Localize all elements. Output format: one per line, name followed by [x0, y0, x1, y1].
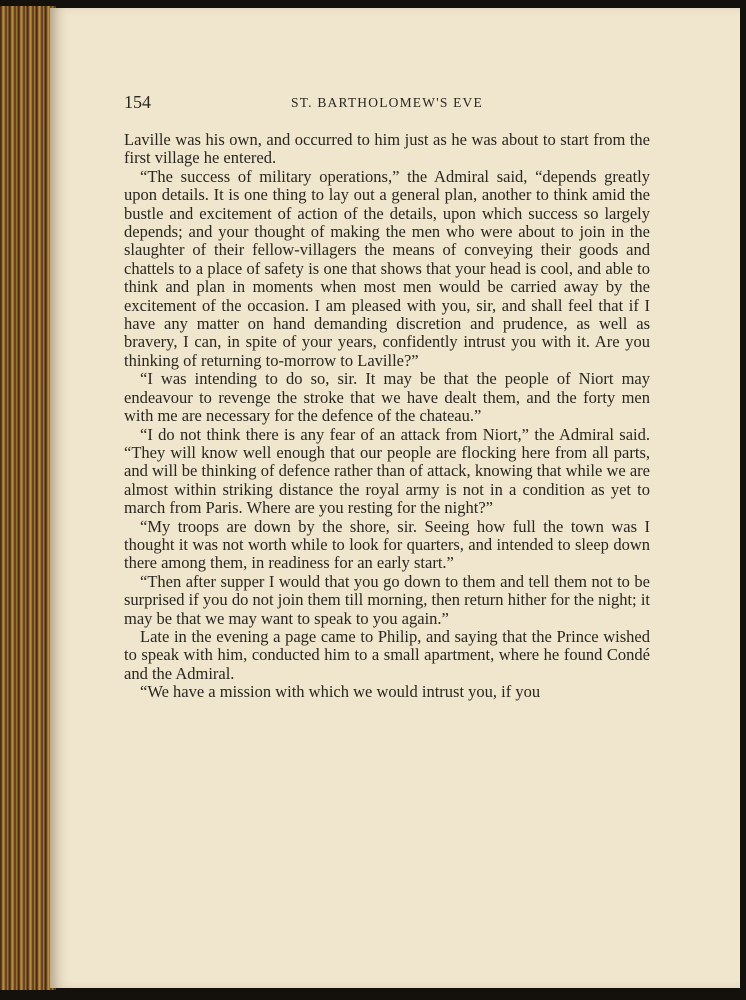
paragraph: “I do not think there is any fear of an attack from Niort,” the Admiral said. “They will know well enough that our people are flocking here from all parts, and will be thinking of defence rather than of attack, knowing that while we are almost within striking distance the royal army is not in a condition as yet to march from Paris. Where are you resting for the night?”	[124, 424, 650, 518]
page-number: 154	[124, 92, 151, 112]
body-text	[124, 131, 650, 702]
paragraph: Laville was his own, and occurred to him just as he was about to start from the first village he entered.	[124, 130, 650, 168]
paragraph: “Then after supper I would that you go down to them and tell them not to be surprised if you do not join them till morning, then return hither for the night; it may be that we may want to speak to you again.”	[124, 571, 650, 628]
running-title: ST. BARTHOLOMEW'S EVE	[291, 95, 483, 110]
page-edges	[0, 6, 56, 990]
paragraph: “We have a mission with which we would intrust you, if you	[140, 682, 541, 702]
paragraph: “I was intending to do so, sir. It may be that the people of Niort may endeavour to revenge the stroke that we have dealt them, and the forty men with me are necessary for the defence of the chateau.”	[124, 369, 650, 426]
paragraph: “My troops are down by the shore, sir. Seeing how full the town was I thought it was not worth while to look for quarters, and intended to sleep down there among them, in readiness for an early start.”	[124, 516, 650, 573]
paragraph: Late in the evening a page came to Philip, and saying that the Prince wished to speak with him, conducted him to a small apartment, where he found Condé and the Admiral.	[124, 626, 650, 683]
page-header	[124, 92, 650, 114]
paragraph: “The success of military operations,” the Admiral said, “depends greatly upon details. It is one thing to lay out a general plan, another to think amid the bustle and excitement of action of the details, upon which success so largely depends; and your thought of making the men who were about to join in the slaughter of their fellow-villagers the means of conveying their goods and chattels to a place of safety is one that shows that your head is cool, and able to think and plan in moments when most men would be carried away by the excitement of the occasion. I am pleased with you, sir, and shall feel that if I have any matter on hand demanding discretion and prudence, as well as bravery, I can, in spite of your years, confidently intrust you with it. Are you thinking of returning to-morrow to Laville?”	[124, 166, 650, 370]
